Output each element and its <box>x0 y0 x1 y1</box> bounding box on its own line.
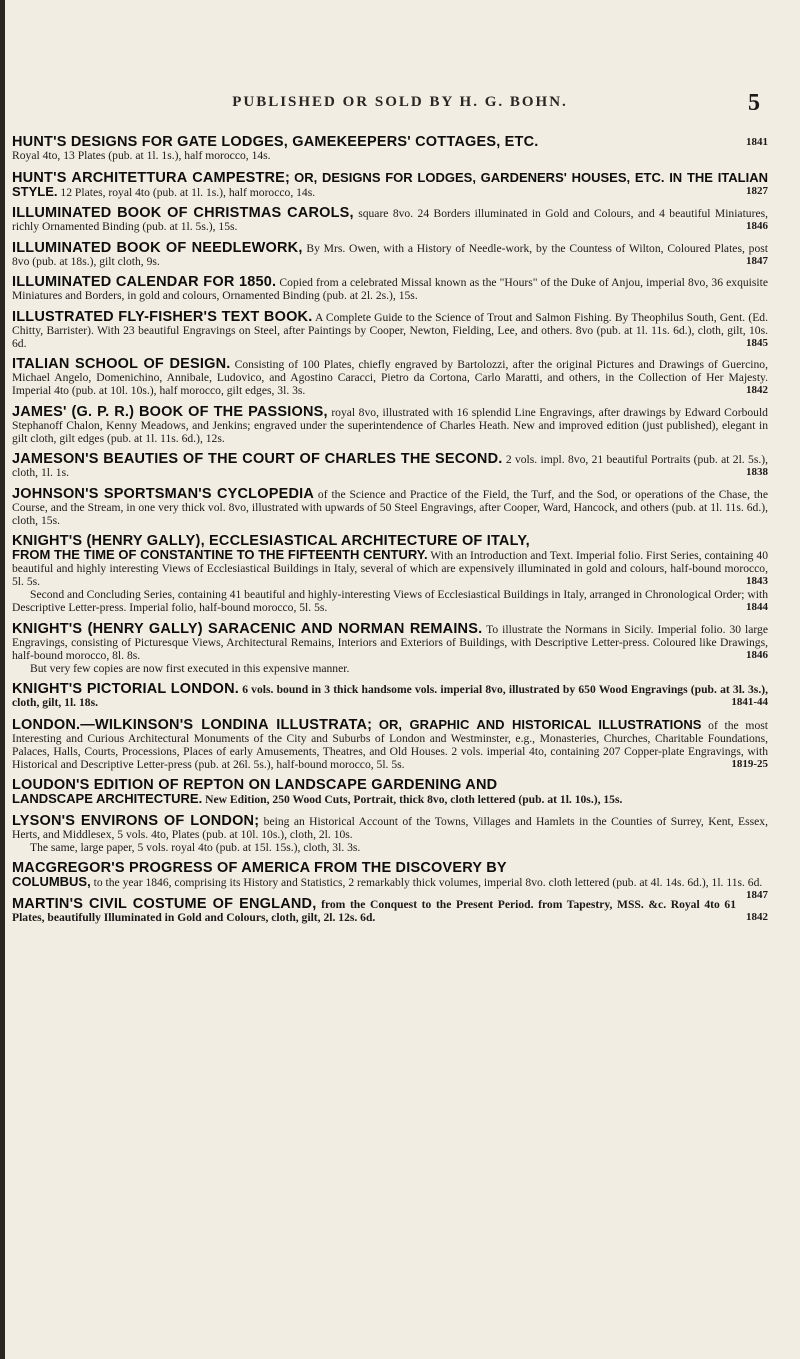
entry-body: from the Conquest to the Present Period. from Tapestry, MSS. &c. Royal 4to 61 Plates, beautifully Illuminated in Gold and Colours, cloth, gilt, 2l. 12s. 6d. <box>12 897 736 924</box>
entry-date: 1846 <box>746 220 768 232</box>
entry-date: 1842 <box>746 384 768 396</box>
catalogue-entry <box>12 812 768 854</box>
entry-body: to the year 1846, comprising its History and Statistics, 2 remarkably thick volumes, imperial 8vo. cloth lettered (pub. at 4l. 14s. 6d.), 1l. 11s. 6d. <box>93 876 763 889</box>
entry-heading: HUNT'S DESIGNS FOR GATE LODGES, GAMEKEEPERS' COTTAGES, ETC. <box>12 134 539 150</box>
entry-date: 1842 <box>746 910 768 923</box>
entry-heading: ILLUMINATED CALENDAR FOR 1850. <box>12 274 277 290</box>
entry-body: of the most Interesting and Curious Architectural Monuments of the City and Suburbs of London and Westminster, e.g., Monasteries, Churches, Charitable Foundations, Palaces, Halls, Courts, Processions, Places of early Amusements, Theatres, and Old Houses. 2 vols. imperial 4to, containing 207 Copper-plate Engravings, with Historical and Descriptive Letter-press (pub. at 26l. 5s.), half-bound morocco, 5l. 5s. <box>12 718 768 771</box>
catalogue-entry <box>12 136 768 162</box>
entry-body: square 8vo. 24 Borders illuminated in Gold and Colours, and 4 beautiful Miniatures, richly Ornamented Binding (pub. at 1l. 5s.), 15s. <box>12 207 769 233</box>
entry-note: But very few copies are now first executed in this expensive manner. <box>30 661 350 675</box>
entry-subheading: COLUMBUS, <box>12 874 91 889</box>
catalogue-entry <box>12 276 768 302</box>
catalogue-entry <box>12 620 768 675</box>
entry-date: 1847 <box>746 889 768 901</box>
entry-body: of the Science and Practice of the Field, the Turf, and the Sod, or operations of the Chase, the Course, and the Stream, in one very thick vol. 8vo, illustrated with upwards of 50 Steel Engravings, after Cooper, Ward, Hancock, and others (pub. at 1l. 11s. 6d.), cloth, 15s. <box>12 487 768 527</box>
entry-body: 6 vols. bound in 3 thick handsome vols. imperial 8vo, illustrated by 650 Wood Engravings (pub. at 3l. 3s.), cloth, gilt, 1l. 18s. <box>12 683 768 709</box>
entry-body: Royal 4to, 13 Plates (pub. at 1l. 1s.), half morocco, 14s. <box>12 149 271 162</box>
entry-heading: MARTIN'S CIVIL COSTUME OF ENGLAND, <box>12 895 317 912</box>
entry-heading: ILLUSTRATED FLY-FISHER'S TEXT BOOK. <box>12 308 313 325</box>
entry-note: The same, large paper, 5 vols. royal 4to (pub. at 15l. 15s.), cloth, 3l. 3s. <box>30 840 361 854</box>
entry-body: 12 Plates, royal 4to (pub. at 1l. 1s.), half morocco, 14s. <box>60 185 316 199</box>
catalogue-entry <box>12 683 768 709</box>
entry-heading: ITALIAN SCHOOL OF DESIGN. <box>12 356 231 372</box>
entry-date: 1845 <box>746 336 768 349</box>
entry-body: To illustrate the Normans in Sicily. Imperial folio. 30 large Engravings, consisting of Picturesque Views, Architectural Remains, Interiors and Exteriors of Buildings, with Descriptive Letter-press. Coloured like Drawings, half-bound morocco, 8l. 8s. <box>12 622 768 662</box>
entry-heading: JOHNSON'S SPORTSMAN'S CYCLOPEDIA <box>12 485 315 502</box>
entry-date: 1846 <box>746 648 768 661</box>
entry-subheading: OR, DESIGNS FOR LODGES, GARDENERS' HOUSES, ETC. IN THE ITALIAN STYLE. <box>12 169 768 199</box>
entry-date: 1847 <box>746 254 768 267</box>
running-head-title: PUBLISHED OR SOLD BY H. G. BOHN. <box>232 94 568 110</box>
entry-heading: LOUDON'S EDITION OF REPTON ON LANDSCAPE GARDENING AND <box>12 777 498 793</box>
entry-body: With an Introduction and Text. Imperial folio. First Series, containing 40 beautiful and highly interesting Views of Ecclesiastical Buildings in Italy, several of which are expensively illuminated in gold and colours, half-bound morocco, 5l. 5s. <box>12 549 768 588</box>
page-edge-shadow <box>0 0 5 1359</box>
running-head <box>0 90 800 120</box>
catalogue-entry <box>12 207 768 233</box>
entry-date: 1843 <box>746 575 768 587</box>
entry-note-date: 1844 <box>746 601 768 613</box>
entry-date: 1841 <box>746 136 768 148</box>
entry-subheading: LANDSCAPE ARCHITECTURE. <box>12 791 203 806</box>
catalogue-entry <box>12 403 768 445</box>
entry-subheading: FROM THE TIME OF CONSTANTINE TO THE FIFTEENTH CENTURY. <box>12 547 428 562</box>
entry-date: 1827 <box>746 184 768 197</box>
catalogue-entry <box>12 485 768 527</box>
entry-body: By Mrs. Owen, with a History of Needle-work, by the Countess of Wilton, Coloured Plates, post 8vo (pub. at 18s.), gilt cloth, 9s. <box>12 241 768 268</box>
entry-body: 2 vols. impl. 8vo, 21 beautiful Portraits (pub. at 2l. 5s.), cloth, 1l. 1s. <box>12 453 768 479</box>
entry-body: being an Historical Account of the Towns, Villages and Hamlets in the Counties of Surrey, Kent, Essex, Herts, and Middlesex, 5 vols. 4to, Plates (pub. at 10l. 10s.), cloth, 2l. 10s. <box>12 814 768 841</box>
entry-heading: KNIGHT'S PICTORIAL LONDON. <box>12 681 239 697</box>
entry-subheading: OR, GRAPHIC AND HISTORICAL ILLUSTRATIONS <box>378 716 702 732</box>
entry-date: 1841-44 <box>731 696 768 708</box>
entry-heading: ILLUMINATED BOOK OF CHRISTMAS CAROLS, <box>12 205 354 221</box>
entry-heading: JAMESON'S BEAUTIES OF THE COURT OF CHARLES THE SECOND. <box>12 451 503 467</box>
entry-heading: LONDON.—WILKINSON'S LONDINA ILLUSTRATA; <box>12 716 373 733</box>
catalogue-entry <box>12 718 768 771</box>
entry-note: Second and Concluding Series, containing 41 beautiful and highly-interesting Views of Ecclesiastical Buildings in Italy, arranged in Chronological Order; with Descriptive Letter-press. Imperial folio, half-bound morocco, 5l. 5s. <box>12 588 768 614</box>
entry-date: 1838 <box>746 466 768 478</box>
catalogue-entry <box>12 453 768 479</box>
entry-body: Consisting of 100 Plates, chiefly engraved by Bartolozzi, after the original Pictures and Drawings of Guercino, Michael Angelo, Domenichino, Annibale, Ludovico, and Agostino Caracci, Pietro da Cortona, Carlo Maratti, and others, in the Collection of Her Majesty. Imperial 4to (pub. at 10l. 10s.), half morocco, gilt edges, 3l. 3s. <box>12 358 768 397</box>
catalogue-entry <box>12 535 768 614</box>
entry-heading: KNIGHT'S (HENRY GALLY) SARACENIC AND NORMAN REMAINS. <box>12 620 483 637</box>
entry-heading: MACGREGOR'S PROGRESS OF AMERICA FROM THE DISCOVERY BY <box>12 860 507 876</box>
entry-date: 1819-25 <box>731 757 768 770</box>
page-number: 5 <box>748 90 760 116</box>
entry-heading: HUNT'S ARCHITETTURA CAMPESTRE; <box>12 169 291 186</box>
catalogue-entries <box>12 136 768 932</box>
entry-body: royal 8vo, illustrated with 16 splendid Line Engravings, after drawings by Edward Corbould Stephanoff Chalon, Kenny Meadows, and Jenkins; engraved under the superintendence of Charles Heath. New and improved edition (just published), elegant in gilt cloth, gilt edges (pub. at 1l. 11s. 6d.), 12s. <box>12 405 768 445</box>
catalogue-entry <box>12 171 768 199</box>
entry-heading: KNIGHT'S (HENRY GALLY), ECCLESIASTICAL ARCHITECTURE OF ITALY, <box>12 533 530 549</box>
catalogue-entry <box>12 860 768 901</box>
entry-body: New Edition, 250 Wood Cuts, Portrait, thick 8vo, cloth lettered (pub. at 1l. 10s.), 15s. <box>205 793 623 806</box>
entry-heading: ILLUMINATED BOOK OF NEEDLEWORK, <box>12 239 303 256</box>
catalogue-entry <box>12 239 768 268</box>
catalogue-entry <box>12 308 768 350</box>
entry-heading: JAMES' (G. P. R.) BOOK OF THE PASSIONS, <box>12 403 328 420</box>
entry-body: A Complete Guide to the Science of Trout and Salmon Fishing. By Theophilus South, Gent. (Ed. Chitty, Barrister). With 23 beautiful Engravings on Steel, after Paintings by Cooper, Newton, Fielding, Lee, and others. 8vo (pub. at 1l. 11s. 6d.), cloth, gilt, 10s. 6d. <box>12 310 768 350</box>
entry-body: Copied from a celebrated Missal known as the "Hours" of the Duke of Anjou, imperial 8vo, 36 exquisite Miniatures and Borders, in gold and colours, Ornamented Binding (pub. at 2l. 2s.), 15s. <box>12 276 768 302</box>
catalogue-entry <box>12 358 768 397</box>
catalogue-entry <box>12 779 768 806</box>
entry-heading: LYSON'S ENVIRONS OF LONDON; <box>12 812 260 829</box>
